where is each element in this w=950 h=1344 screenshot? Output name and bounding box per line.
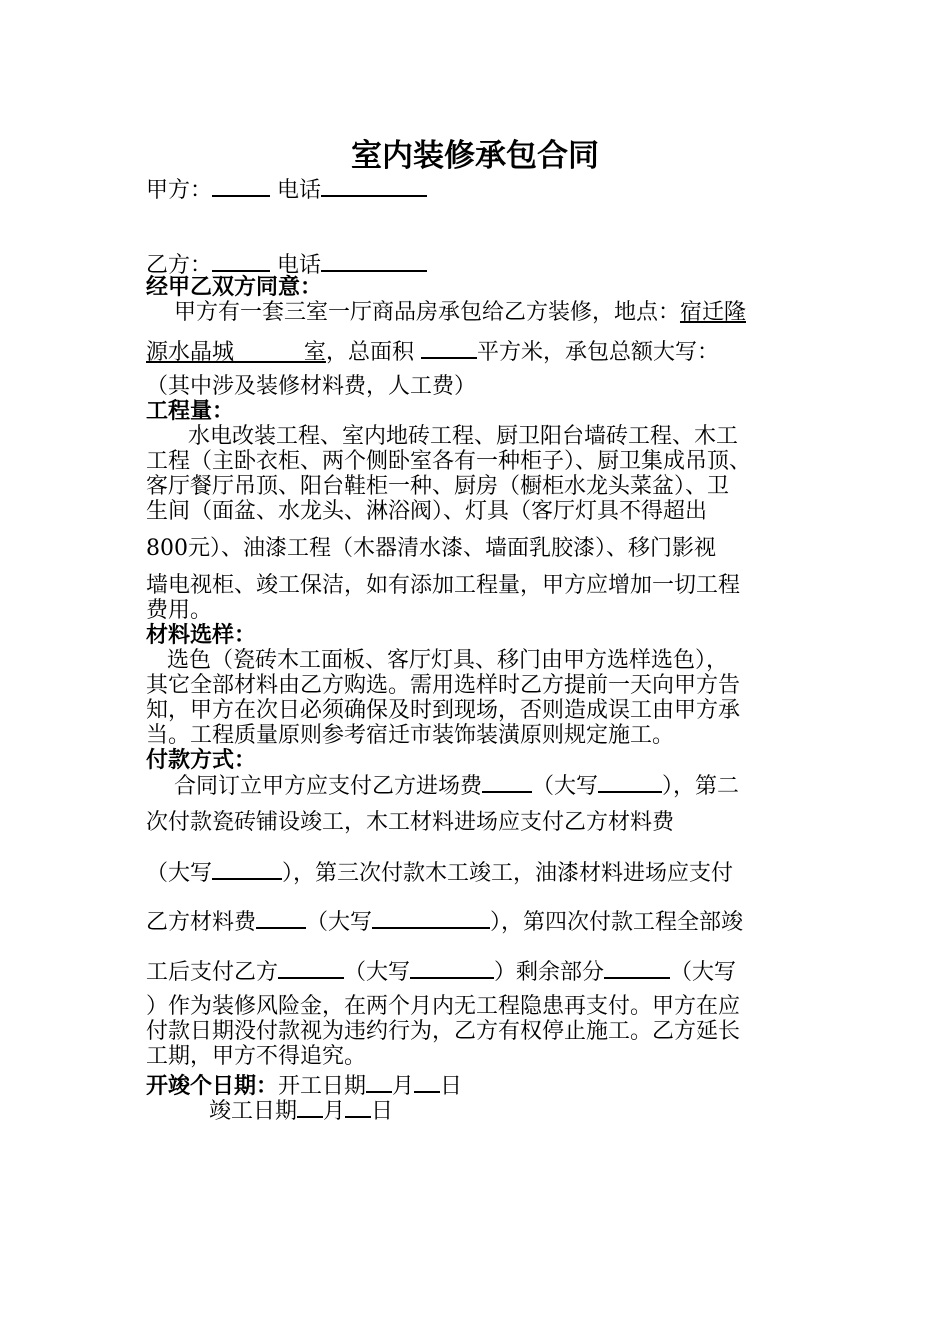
- work-line: 工程（主卧衣柜、两个侧卧室各有一种柜子）、厨卫集成吊顶、: [146, 449, 752, 474]
- party-a-phone-blank: [321, 175, 427, 197]
- payment-line-7: 付款日期没付款视为违约行为，乙方有权停止施工。乙方延长: [146, 1019, 741, 1044]
- payment-line-6: ）作为装修风险金，在两个月内无工程隐患再支付。甲方在应: [146, 994, 741, 1019]
- party-a-label: 甲方：: [146, 178, 213, 203]
- day-label: 日: [370, 1099, 393, 1124]
- payment-text: ），第二: [662, 774, 740, 799]
- payment-text: （大写: [306, 910, 373, 935]
- payment-line-1: [146, 771, 739, 800]
- third-payment-blank: [256, 907, 306, 929]
- end-date-line: [146, 1096, 393, 1125]
- month-label: 月: [392, 1074, 415, 1099]
- end-month-blank: [297, 1096, 323, 1118]
- party-a-name-blank: [212, 175, 270, 197]
- area-blank: [421, 337, 477, 359]
- work-line: 水电改装工程、室内地砖工程、厨卫阳台墙砖工程、木工: [146, 424, 738, 449]
- work-line: 客厅餐厅吊顶、阳台鞋柜一种、厨房（橱柜水龙头菜盆）、卫: [146, 474, 730, 499]
- work-line: 800元）、油漆工程（木器清水漆、墙面乳胶漆）、移门影视: [146, 536, 716, 561]
- material-line: 选色（瓷砖木工面板、客厅灯具、移门由甲方选样选色），: [146, 648, 728, 673]
- entry-fee-blank: [482, 771, 532, 793]
- payment-text: 乙方材料费: [146, 910, 257, 935]
- payment-line-5: [146, 957, 736, 986]
- material-line: 其它全部材料由乙方购选。需用选样时乙方提前一天向甲方告: [146, 673, 741, 698]
- payment-text: ），第四次付款工程全部竣: [490, 910, 744, 935]
- material-line: 知，甲方在次日必须确保及时到现场，否则造成误工由甲方承: [146, 698, 741, 723]
- work-line: 费用。: [146, 598, 213, 623]
- month-label: 月: [322, 1099, 345, 1124]
- party-a-line: [146, 175, 427, 204]
- start-month-blank: [366, 1071, 392, 1093]
- end-day-blank: [345, 1096, 371, 1118]
- payment-text: ），第三次付款木工竣工，油漆材料进场应支付: [282, 861, 734, 886]
- start-date-label: 开工日期: [278, 1074, 367, 1099]
- agree-heading: 经甲乙双方同意：: [146, 275, 323, 300]
- payment-text: 工后支付乙方: [146, 960, 279, 985]
- fourth-payment-blank: [278, 957, 344, 979]
- agree-line-3: （其中涉及装修材料费，人工费）: [146, 374, 477, 399]
- payment-heading: 付款方式：: [146, 748, 257, 773]
- material-line: 当。工程质量原则参考宿迁市装饰装潢原则规定施工。: [146, 723, 675, 748]
- payment-text: ）剩余部分: [494, 960, 605, 985]
- work-line: 生间（面盆、水龙头、淋浴阀）、灯具（客厅灯具不得超出: [146, 499, 708, 524]
- page-title: 室内装修承包合同: [351, 138, 599, 174]
- party-a-phone-label: 电话: [270, 178, 322, 203]
- payment-text: （大写: [146, 861, 213, 886]
- fourth-payment-words-blank: [410, 957, 494, 979]
- start-day-blank: [414, 1071, 440, 1093]
- party-b-phone-blank: [321, 250, 427, 272]
- payment-line-2: 次付款瓷砖铺设竣工，木工材料进场应支付乙方材料费: [146, 810, 675, 835]
- party-b-name-blank: [212, 250, 270, 272]
- third-payment-words-blank: [372, 907, 490, 929]
- payment-line-3: [146, 858, 733, 887]
- payment-line-8: 工期，甲方不得追究。: [146, 1044, 367, 1069]
- area-label: ，总面积: [325, 340, 421, 365]
- payment-text: （大写: [670, 960, 737, 985]
- indent: [146, 1099, 209, 1124]
- remaining-blank: [604, 957, 670, 979]
- address-part-2: 源水晶城 室: [146, 340, 326, 365]
- end-date-label: 竣工日期: [208, 1099, 297, 1124]
- material-heading: 材料选样：: [146, 623, 257, 648]
- payment-text: （大写: [531, 774, 598, 799]
- payment-text: （大写: [344, 960, 411, 985]
- agree-text: 甲方有一套三室一厅商品房承包给乙方装修，地点：: [146, 300, 680, 325]
- entry-fee-words-blank: [598, 771, 662, 793]
- party-b-phone-label: 电话: [270, 253, 322, 278]
- payment-line-4: [146, 907, 743, 936]
- second-payment-words-blank: [212, 858, 282, 880]
- work-line: 墙电视柜、竣工保洁，如有添加工程量，甲方应增加一切工程: [146, 573, 741, 598]
- agree-line-1: [146, 300, 746, 326]
- payment-text: 合同订立甲方应支付乙方进场费: [146, 774, 482, 799]
- work-heading: 工程量：: [146, 399, 235, 424]
- day-label: 日: [440, 1074, 463, 1099]
- total-label: 平方米，承包总额大写：: [476, 340, 719, 365]
- address-part-1: 宿迁隆: [679, 300, 746, 325]
- dates-heading: 开竣个日期：: [146, 1074, 279, 1099]
- agree-line-2: [146, 337, 719, 366]
- party-b-label: 乙方：: [146, 253, 213, 278]
